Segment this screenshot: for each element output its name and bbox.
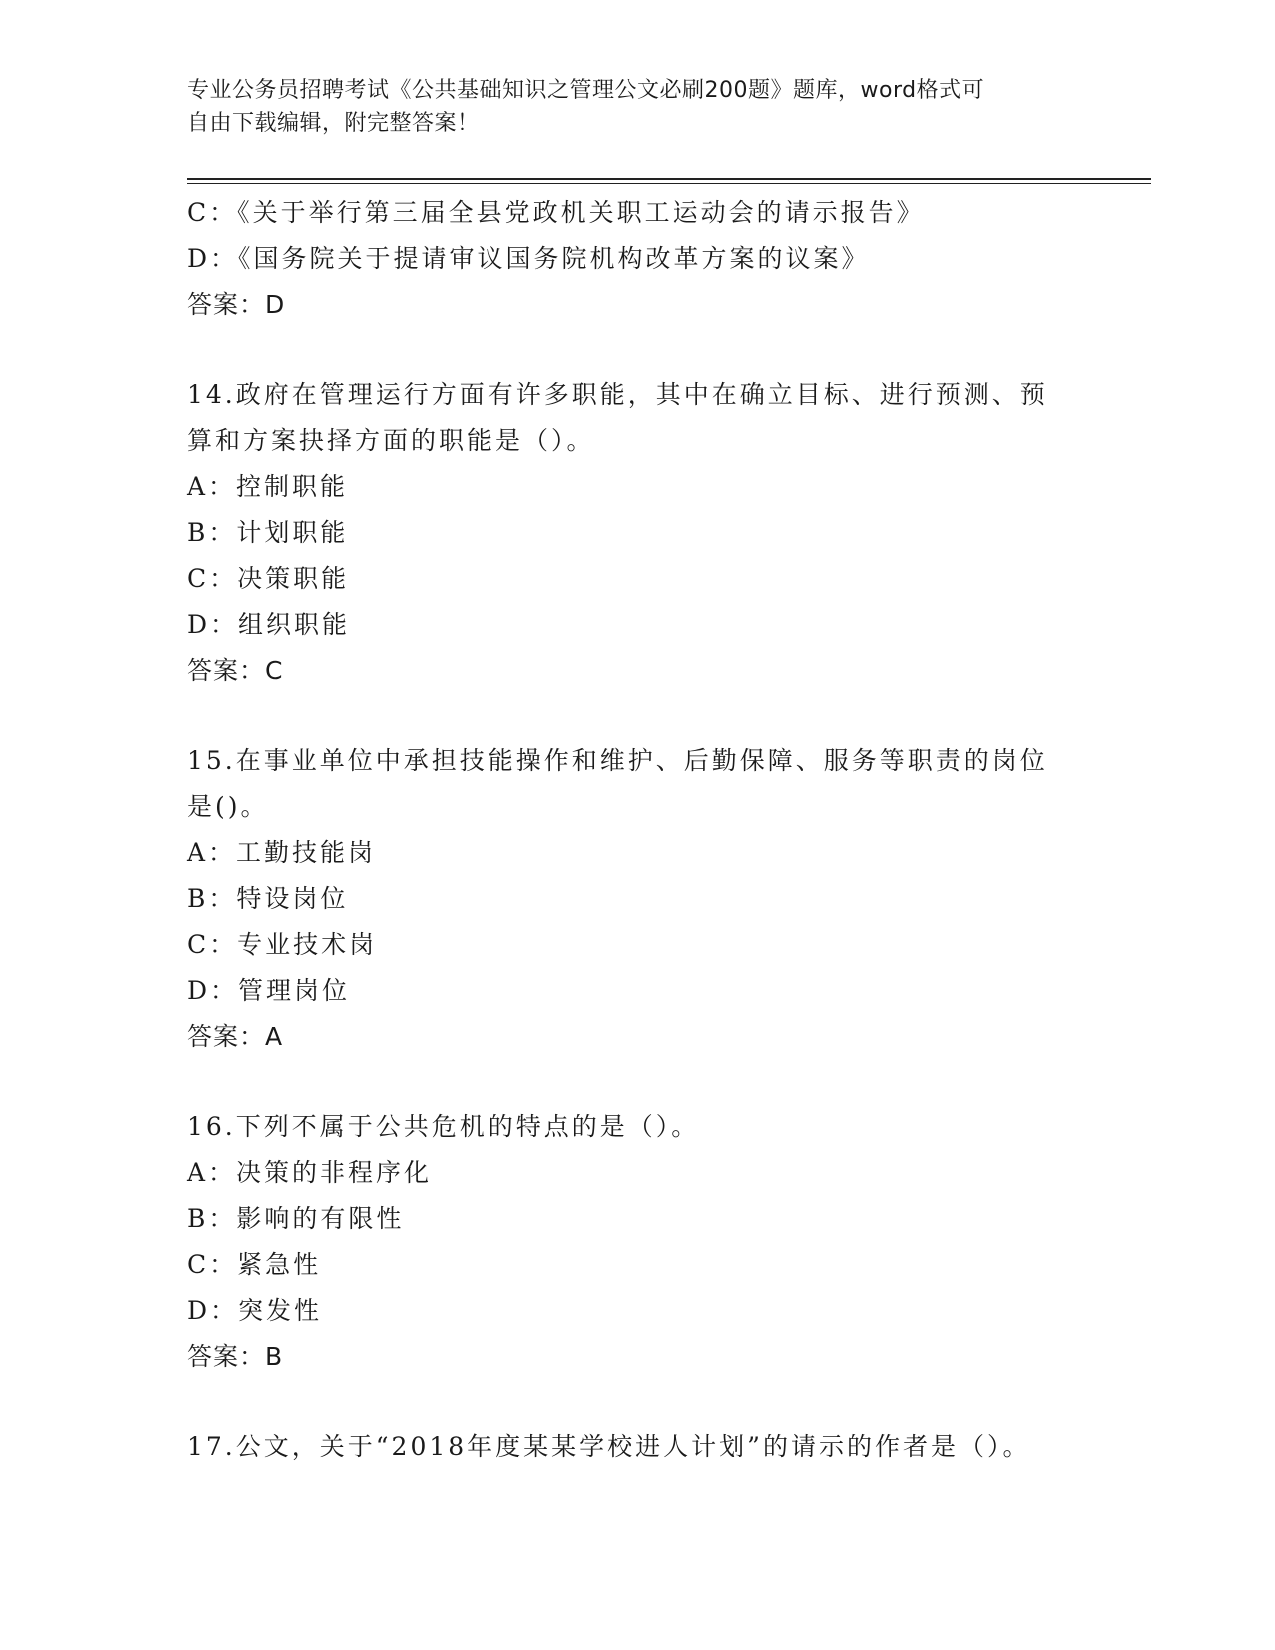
question-block-15 (187, 738, 1087, 1060)
spacer (187, 328, 1087, 372)
answer-line: 答案：D (187, 290, 286, 319)
option-d: D：管理岗位 (187, 976, 351, 1005)
option-b: B：特设岗位 (187, 884, 349, 913)
option-c: C：《关于举行第三届全县党政机关职工运动会的请示报告》 (187, 198, 925, 227)
option-d: D：组织职能 (187, 610, 351, 639)
question-block-17 (187, 1424, 1087, 1470)
answer-line: 答案：A (187, 1022, 284, 1051)
header-title-line-2: 自由下载编辑，附完整答案！ (187, 111, 480, 136)
header-divider-thick (187, 178, 1151, 180)
answer-line: 答案：C (187, 656, 284, 685)
spacer (187, 694, 1087, 738)
option-d: D：《国务院关于提请审议国务院机构改革方案的议案》 (187, 244, 870, 273)
question-stem-line: 是()。 (187, 792, 269, 821)
spacer (187, 1380, 1087, 1424)
header-divider-thin (187, 183, 1151, 184)
option-c: C：紧急性 (187, 1250, 322, 1279)
document-header (187, 74, 1067, 140)
question-stem-line: 16.下列不属于公共危机的特点的是（）。 (187, 1112, 700, 1141)
option-a: A：工勤技能岗 (187, 838, 377, 867)
question-block-14 (187, 372, 1087, 694)
option-b: B：影响的有限性 (187, 1204, 405, 1233)
question-block-previous (187, 190, 1087, 328)
option-c: C：决策职能 (187, 564, 350, 593)
question-stem-line: 14.政府在管理运行方面有许多职能，其中在确立目标、进行预测、预 (187, 380, 1048, 409)
option-a: A：控制职能 (187, 472, 349, 501)
option-b: B：计划职能 (187, 518, 349, 547)
header-title-line-1: 专业公务员招聘考试《公共基础知识之管理公文必刷200题》题库，word格式可 (187, 78, 985, 103)
answer-line: 答案：B (187, 1342, 284, 1371)
option-a: A：决策的非程序化 (187, 1158, 433, 1187)
question-stem-line: 算和方案抉择方面的职能是（）。 (187, 426, 595, 455)
question-block-16 (187, 1104, 1087, 1380)
spacer (187, 1060, 1087, 1104)
option-c: C：专业技术岗 (187, 930, 378, 959)
question-stem-line: 17.公文，关于“2018年度某某学校进人计划”的请示的作者是（）。 (187, 1432, 1031, 1461)
question-list (187, 190, 1087, 1470)
option-d: D：突发性 (187, 1296, 323, 1325)
question-stem-line: 15.在事业单位中承担技能操作和维护、后勤保障、服务等职责的岗位 (187, 746, 1048, 775)
